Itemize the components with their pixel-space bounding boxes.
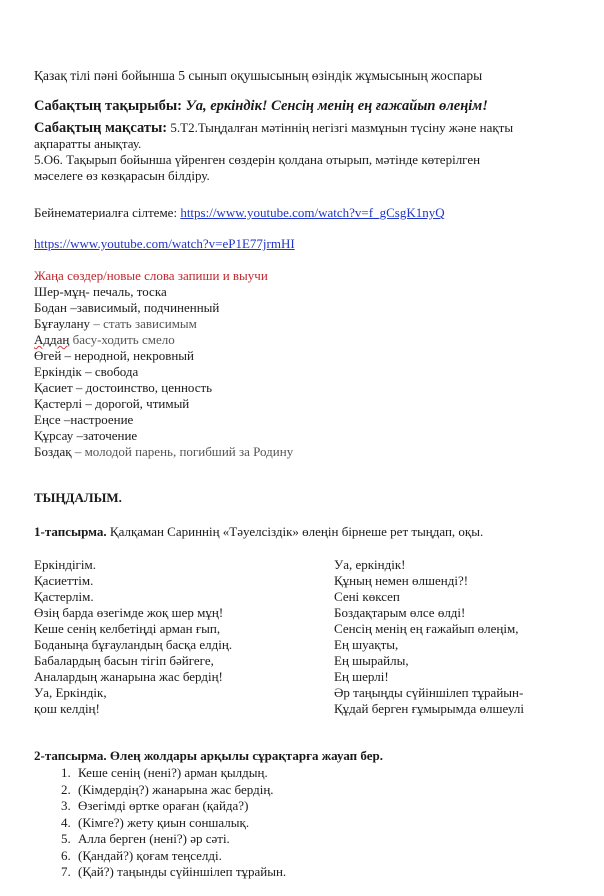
- poem-line: Өзің барда өзегімде жоқ шер мұң!: [34, 605, 224, 620]
- task2-label: 2-тапсырма. Өлең жолдары арқылы сұрақтарға жауап бер.: [34, 748, 383, 763]
- vocab-item: [34, 364, 138, 380]
- question-item: 7. (Қай?) таңынды сүйіншілеп тұрайын.: [74, 864, 286, 881]
- vocab-translation: –заточение: [73, 428, 138, 443]
- vocab-translation: –зависимый, подчиненный: [66, 300, 220, 315]
- poem-line: Әр таңыңды сүйіншілеп тұрайын-: [334, 685, 524, 700]
- video-link-2[interactable]: https://www.youtube.com/watch?v=eP1E77jrmHI: [34, 236, 295, 251]
- lesson-topic: [34, 98, 488, 114]
- question-item: 2. (Кімдердің?) жанарына жас бердің.: [74, 782, 286, 799]
- vocab-item: [34, 428, 137, 444]
- vocab-word: Бодан: [34, 300, 67, 315]
- video-link-1[interactable]: https://www.youtube.com/watch?v=f_gCsgK1nyQ: [180, 205, 445, 220]
- vocab-item: [34, 332, 175, 348]
- poem-line: Боздақтарым өлсе өлді!: [334, 605, 466, 620]
- question-item: 5. Алла берген (нені?) әр сәті.: [74, 831, 286, 848]
- vocab-translation: – молодой парень, погибший за Родину: [71, 444, 294, 459]
- vocab-item: [34, 444, 293, 460]
- vocab-translation: –настроение: [60, 412, 134, 427]
- question-item: 4. (Кімге?) жету қиын соншалық.: [74, 815, 286, 832]
- vocab-translation: басу-ходить смело: [69, 332, 175, 347]
- vocab-word: Еңсе: [34, 412, 61, 427]
- poem-line: Кеше сенің келбетіңді арман ғып,: [34, 621, 221, 636]
- poem-line: Құның немен өлшенді?!: [334, 573, 469, 588]
- vocab-translation: – дорогой, чтимый: [82, 396, 190, 411]
- vocab-item: [34, 412, 133, 428]
- vocab-word: Бұғаулану: [34, 316, 91, 331]
- poem-left-column: [34, 557, 232, 717]
- vocab-translation: - печаль, тоска: [85, 284, 167, 299]
- poem-line: Ең шерлі!: [334, 669, 389, 684]
- poem-line: Уа, еркіндік!: [334, 557, 406, 572]
- goal-text-2: ақпаратты анықтау.: [34, 136, 142, 151]
- video-reference: [34, 205, 445, 221]
- poem-line: қош келдің!: [34, 701, 100, 716]
- document-title: Қазақ тілі пәні бойынша 5 сынып оқушысының өзіндік жұмысының жоспары: [34, 68, 483, 83]
- vocab-item: [34, 396, 189, 412]
- poem-line: Құдай берген ғұмырымда өлшеулі: [334, 701, 524, 716]
- vocab-item: [34, 300, 219, 316]
- question-item: 1. Кеше сенің (нені?) арман қылдың.: [74, 765, 286, 782]
- poem-line: Қастерлім.: [34, 589, 94, 604]
- vocab-word: Боздақ: [34, 444, 72, 459]
- vocab-word: Қастерлі: [34, 396, 83, 411]
- vocab-item: [34, 316, 197, 332]
- poem-line: Сенсің менің ең ғажайып өлеңім,: [334, 621, 519, 636]
- poem-line: Қасиеттім.: [34, 573, 94, 588]
- lesson-goal-line1: [34, 120, 513, 136]
- poem-line: Ең шырайлы,: [334, 653, 409, 668]
- topic-label: Сабақтың тақырыбы:: [34, 98, 183, 114]
- vocab-word: Еркіндік: [34, 364, 82, 379]
- task2-question-list: [34, 765, 286, 881]
- poem-line: Сені көксеп: [334, 589, 400, 604]
- goal-text-3: 5.О6. Тақырып бойынша үйренген сөздерін қолдана отырып, мәтінде көтерілген: [34, 152, 481, 167]
- task1: [34, 524, 483, 540]
- vocab-item: [34, 348, 194, 364]
- poem-line: Еркіндігім.: [34, 557, 96, 572]
- vocab-word: Қасиет: [34, 380, 73, 395]
- poem-line: Боданыңа бұғауландың басқа елдің.: [34, 637, 233, 652]
- goal-text-4: мәселеге өз көзқарасын білдіру.: [34, 168, 210, 183]
- vocab-translation: – стать зависимым: [90, 316, 197, 331]
- vocab-translation: – неродной, некровный: [61, 348, 194, 363]
- question-item: 6. (Қандай?) қоғам теңселді.: [74, 848, 286, 865]
- task1-label: 1-тапсырма.: [34, 524, 107, 539]
- poem-line: Ең шуақты,: [334, 637, 399, 652]
- video-label: Бейнематериалға сілтеме:: [34, 205, 181, 220]
- vocab-heading: Жаңа сөздер/новые слова запиши и выучи: [34, 268, 268, 283]
- question-item: 3. Өзегімді өртке ораған (қайда?): [74, 798, 286, 815]
- poem-line: Бабалардың басын тігіп бәйгеге,: [34, 653, 214, 668]
- section-title: ТЫҢДАЛЫМ.: [34, 490, 122, 505]
- vocab-item: [34, 284, 167, 300]
- vocab-item: [34, 380, 212, 396]
- vocab-word: Шер-мұң: [34, 284, 86, 299]
- poem-line: Аналардың жанарына жас бердің!: [34, 669, 223, 684]
- topic-value: Уа, еркіндік! Сенсің менің ең ғажайып өлеңім!: [185, 98, 488, 114]
- vocab-word: Құрсау: [34, 428, 74, 443]
- task1-text: Қалқаман Сариннің «Тәуелсіздік» өлеңін бірнеше рет тыңдап, оқы.: [106, 524, 484, 539]
- poem-right-column: [334, 557, 524, 717]
- vocab-word: Өгей: [34, 348, 62, 363]
- vocab-word: Аддаң: [34, 332, 70, 347]
- vocab-translation: – достоинство, ценность: [72, 380, 213, 395]
- poem-line: Уа, Еркіндік,: [34, 685, 107, 700]
- goal-text-1: 5.Т2.Тыңдалған мәтіннің негізгі мазмұнын түсіну және нақты: [167, 120, 514, 135]
- vocab-translation: – свобода: [81, 364, 139, 379]
- goal-label: Сабақтың мақсаты:: [34, 120, 168, 136]
